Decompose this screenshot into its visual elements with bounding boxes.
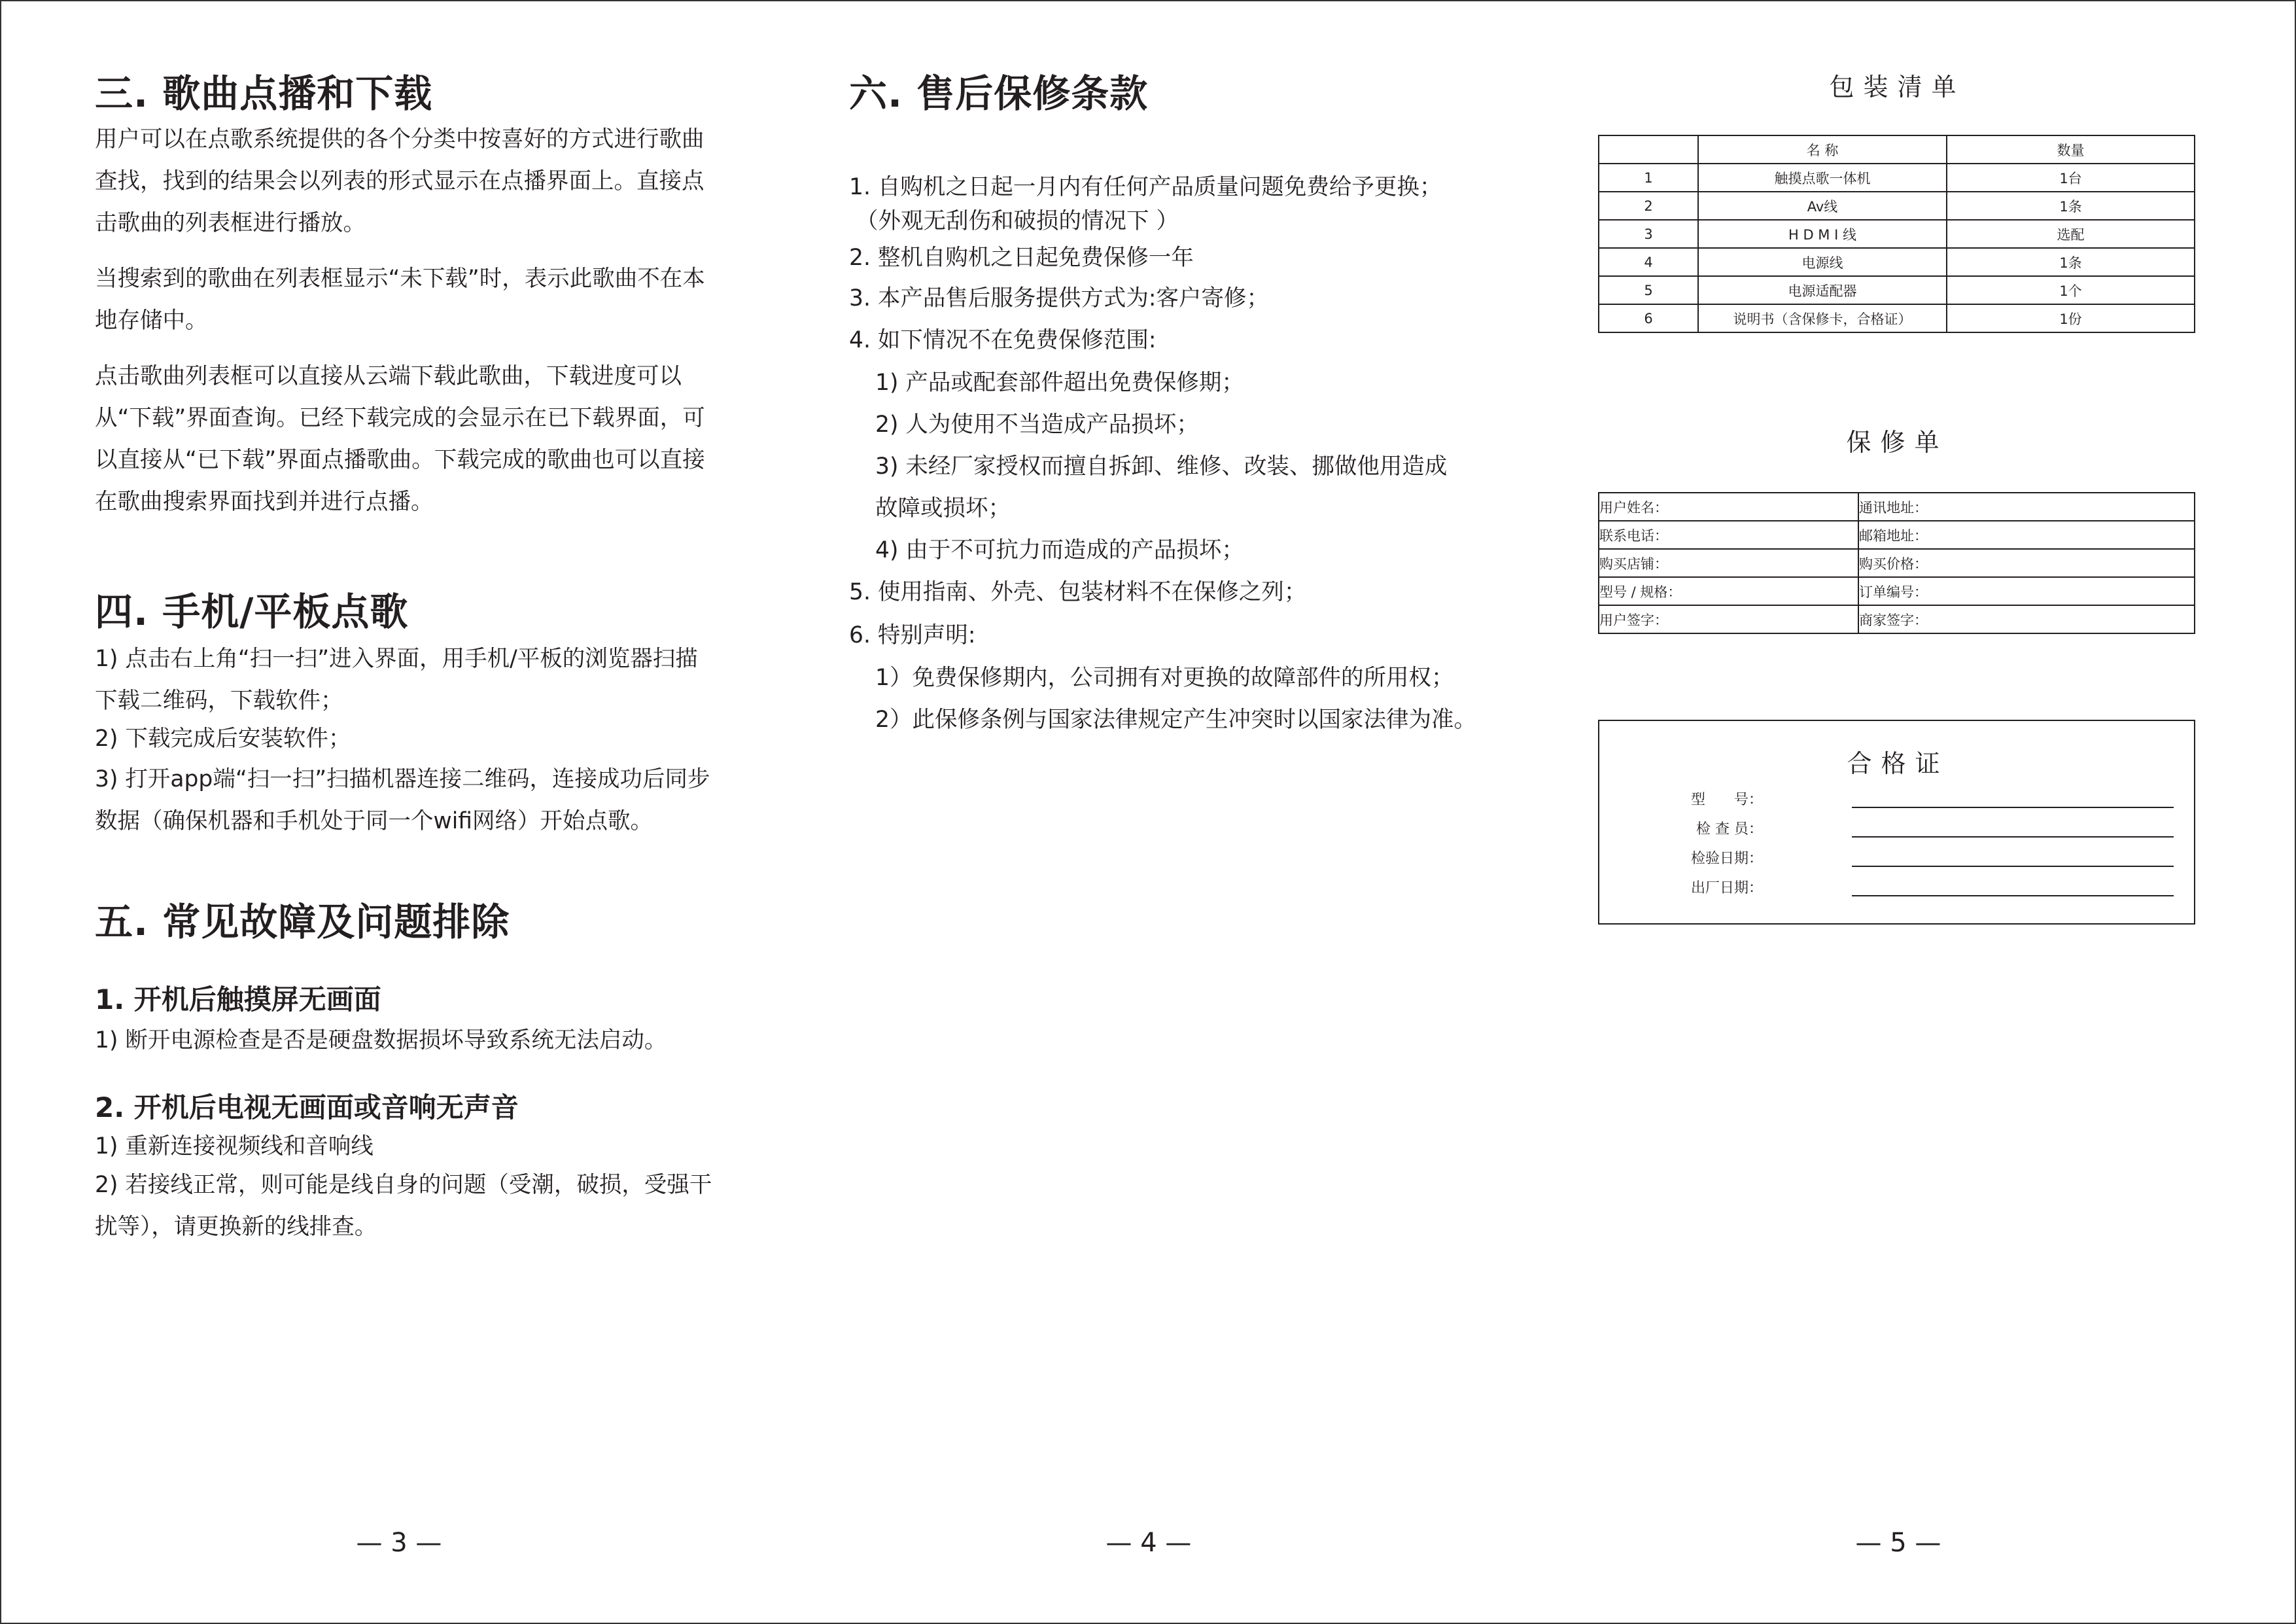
fill-line <box>1852 807 2174 808</box>
cell-qty: 1台 <box>1947 164 2195 192</box>
cell-index: 1 <box>1599 164 1698 192</box>
issue-1-title: 1. 开机后触摸屏无画面 <box>95 983 381 1015</box>
cell-index: 3 <box>1599 220 1698 248</box>
warranty-term-5: 5. 使用指南、外壳、包装材料不在保修之列； <box>849 579 1307 605</box>
field-store: 购买店铺： <box>1599 549 1858 577</box>
section-4-item-2: 2) 下载完成后安装软件； <box>95 726 351 752</box>
certificate-label: 检验日期： <box>1690 851 1763 867</box>
issue-2-item-1: 1) 重新连接视频线和音响线 <box>95 1133 374 1159</box>
section-3-paragraph-1: 用户可以在点歌系统提供的各个分类中按喜好的方式进行歌曲查找，找到的结果会以列表的形式显示在点播界面上。直接点击歌曲的列表框进行播放。 <box>95 126 704 236</box>
warranty-term-6-2: 2）此保修条例与国家法律规定产生冲突时以国家法律为准。 <box>875 707 1476 733</box>
section-4-title: 四. 手机/平板点歌 <box>95 590 409 634</box>
field-user-signature: 用户签字： <box>1599 605 1858 633</box>
table-row <box>1599 276 2195 304</box>
fill-line <box>1852 836 2174 838</box>
warranty-term-4-2: 2) 人为使用不当造成产品损坏； <box>875 412 1199 438</box>
packing-list-title: 包装清单 <box>1829 73 1966 101</box>
header-name: 名 称 <box>1698 135 1947 164</box>
table-row <box>1599 304 2195 332</box>
section-4-item-3: 3) 打开app端“扫一扫”扫描机器连接二维码，连接成功后同步数据（确保机器和手机处于同一个wifi网络）开始点歌。 <box>95 766 710 834</box>
warranty-card-title: 保修单 <box>1846 428 1949 457</box>
warranty-term-4-1: 1) 产品或配套部件超出免费保修期； <box>875 370 1244 396</box>
field-price: 购买价格： <box>1858 549 2195 577</box>
table-row <box>1599 248 2195 276</box>
field-model-spec: 型号 / 规格： <box>1599 577 1858 605</box>
field-phone: 联系电话： <box>1599 521 1858 549</box>
warranty-term-1-note: （外观无刮伤和破损的情况下 ） <box>856 208 1179 234</box>
header-index <box>1599 135 1698 164</box>
cell-index: 4 <box>1599 248 1698 276</box>
section-3-paragraph-2: 当搜索到的歌曲在列表框显示“未下载”时，表示此歌曲不在本地存储中。 <box>95 266 705 334</box>
cell-qty: 1条 <box>1947 248 2195 276</box>
section-3-title: 三. 歌曲点播和下载 <box>95 71 433 116</box>
warranty-term-4-3-cont: 故障或损坏； <box>875 495 1011 521</box>
certificate-title: 合格证 <box>1847 749 1949 778</box>
cell-qty: 1个 <box>1947 276 2195 304</box>
field-order-number: 订单编号： <box>1858 577 2195 605</box>
certificate-box <box>1598 720 2195 925</box>
section-6-title: 六. 售后保修条款 <box>849 71 1149 116</box>
warranty-term-6-1: 1）免费保修期内，公司拥有对更换的故障部件的所用权； <box>875 665 1454 691</box>
table-row <box>1599 493 2195 521</box>
field-address: 通讯地址： <box>1858 493 2195 521</box>
cell-qty: 选配 <box>1947 220 2195 248</box>
table-row <box>1599 220 2195 248</box>
cell-qty: 1条 <box>1947 192 2195 220</box>
table-row <box>1599 605 2195 633</box>
page-number-5: — 5 — <box>1855 1528 1941 1558</box>
issue-2-item-2: 2) 若接线正常，则可能是线自身的问题（受潮，破损，受强干扰等），请更换新的线排查。 <box>95 1172 712 1240</box>
page-number-3: — 3 — <box>356 1528 442 1558</box>
warranty-term-4: 4. 如下情况不在免费保修范围: <box>849 327 1157 353</box>
table-row <box>1599 192 2195 220</box>
section-3-paragraph-3: 点击歌曲列表框可以直接从云端下载此歌曲，下载进度可以从“下载”界面查询。已经下载完成的会显示在已下载界面，可以直接从“已下载”界面点播歌曲。下载完成的歌曲也可以直接在歌曲搜索界面找到并进行点播。 <box>95 363 705 515</box>
page-number-4: — 4 — <box>1105 1528 1192 1558</box>
cell-index: 5 <box>1599 276 1698 304</box>
certificate-field-inspector <box>1684 818 1763 838</box>
cell-name: 电源适配器 <box>1698 276 1947 304</box>
issue-2-title: 2. 开机后电视无画面或音响无声音 <box>95 1091 519 1123</box>
fill-line <box>1852 866 2174 867</box>
field-email: 邮箱地址： <box>1858 521 2195 549</box>
field-user-name: 用户姓名： <box>1599 493 1858 521</box>
table-row <box>1599 164 2195 192</box>
cell-name: 触摸点歌一体机 <box>1698 164 1947 192</box>
warranty-term-6: 6. 特别声明: <box>849 622 976 648</box>
packing-list-table <box>1598 135 2195 333</box>
cell-index: 2 <box>1599 192 1698 220</box>
certificate-field-inspection-date <box>1684 847 1763 867</box>
warranty-term-3: 3. 本产品售后服务提供方式为:客户寄修； <box>849 285 1270 311</box>
cell-index: 6 <box>1599 304 1698 332</box>
certificate-field-production-date <box>1684 877 1763 896</box>
certificate-field-model <box>1684 788 1763 808</box>
warranty-term-4-3: 3) 未经厂家授权而擅自拆卸、维修、改装、挪做他用造成 <box>875 453 1448 480</box>
section-4-item-1: 1) 点击右上角“扫一扫”进入界面，用手机/平板的浏览器扫描下载二维码，下载软件； <box>95 646 698 714</box>
cell-name: Av线 <box>1698 192 1947 220</box>
field-merchant-signature: 商家签字： <box>1858 605 2195 633</box>
table-row <box>1599 549 2195 577</box>
certificate-label: 出厂日期： <box>1690 880 1763 896</box>
warranty-card-table <box>1598 492 2195 634</box>
table-header-row <box>1599 135 2195 164</box>
cell-qty: 1份 <box>1947 304 2195 332</box>
cell-name: H D M I 线 <box>1698 220 1947 248</box>
table-row <box>1599 521 2195 549</box>
certificate-label: 型 号： <box>1690 792 1763 808</box>
section-5-title: 五. 常见故障及问题排除 <box>95 900 510 944</box>
cell-name: 电源线 <box>1698 248 1947 276</box>
warranty-term-4-4: 4) 由于不可抗力而造成的产品损坏； <box>875 537 1244 563</box>
header-qty: 数量 <box>1947 135 2195 164</box>
warranty-term-1: 1. 自购机之日起一月内有任何产品质量问题免费给予更换； <box>849 174 1442 200</box>
table-row <box>1599 577 2195 605</box>
issue-1-item-1: 1) 断开电源检查是否是硬盘数据损坏导致系统无法启动。 <box>95 1027 667 1053</box>
cell-name: 说明书（含保修卡，合格证） <box>1698 304 1947 332</box>
warranty-term-2: 2. 整机自购机之日起免费保修一年 <box>849 245 1194 271</box>
fill-line <box>1852 895 2174 896</box>
certificate-label: 检 查 员： <box>1696 821 1763 838</box>
